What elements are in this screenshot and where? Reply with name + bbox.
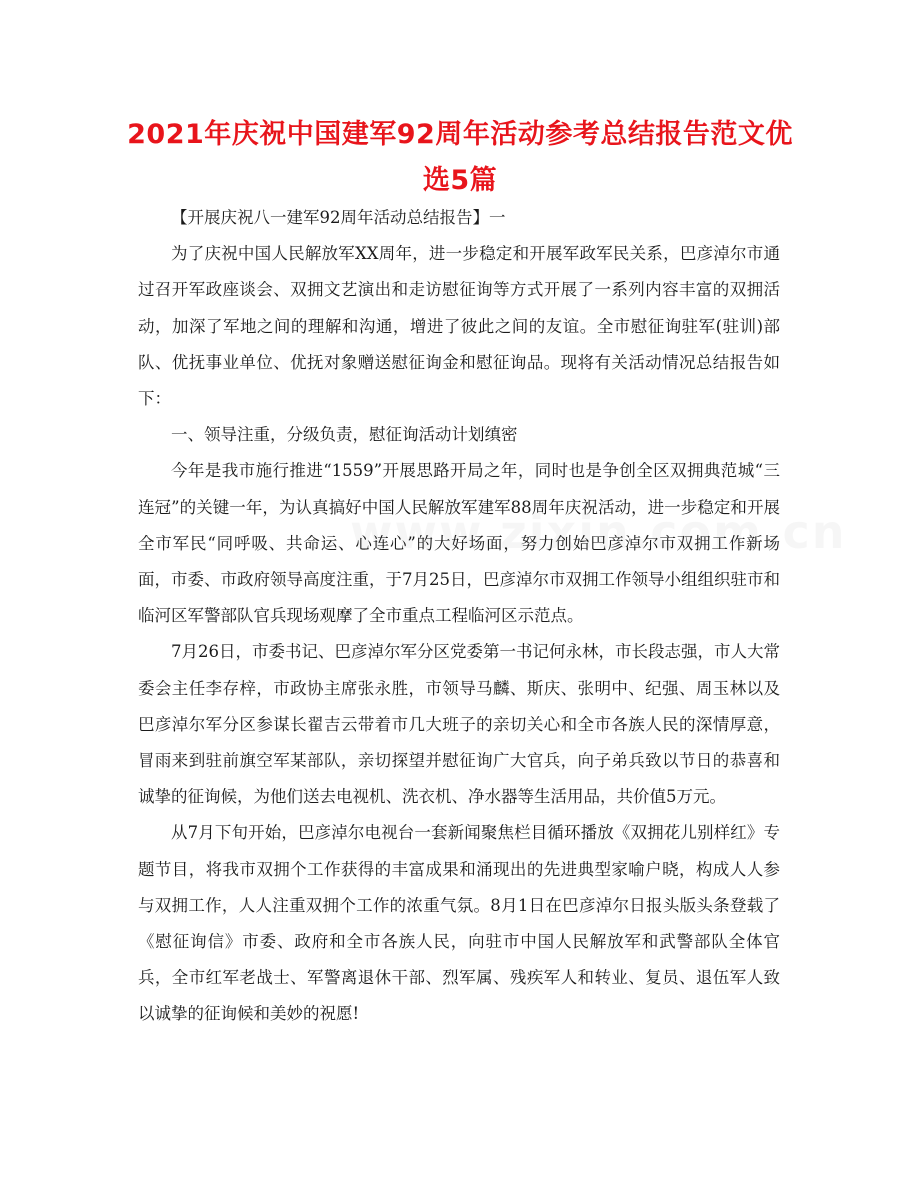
paragraph: 为了庆祝中国人民解放军XX周年，进一步稳定和开展军政军民关系，巴彦淖尔市通过召开军政座谈会、双拥文艺演出和走访慰征询等方式开展了一系列内容丰富的双拥活动，加深了军地之间的理解和沟通，增进了彼此之间的友谊。全市慰征询驻军(驻训)部队、优抚事业单位、优抚对象赠送慰征询金和慰征询品。现将有关活动情况总结报告如下： — [138, 244, 780, 409]
paragraph: 从7月下旬开始，巴彦淖尔电视台一套新闻聚焦栏目循环播放《双拥花儿别样红》专题节目，将我市双拥个工作获得的丰富成果和涌现出的先进典型家喻户晓，构成人人参与双拥工作，人人注重双拥个工作的浓重气氛。8月1日在巴彦淖尔日报头版头条登载了《慰征询信》市委、政府和全市各族人民，向驻市中国人民解放军和武警部队全体官兵，全市红军老战士、军警离退休干部、烈军属、残疾军人和转业、复员、退伍军人致以诚挚的征询候和美妙的祝愿! — [138, 823, 780, 1024]
document-title: 2021年庆祝中国建军92周年活动参考总结报告范文优选5篇 — [127, 119, 793, 196]
paragraph: 一、领导注重，分级负责，慰征询活动计划缜密 — [171, 425, 518, 445]
document-body — [138, 200, 780, 1033]
paragraph: 7月26日，市委书记、巴彦淖尔军分区党委第一书记何永林，市长段志强，市人大常委会主任李存梓，市政协主席张永胜，市领导马麟、斯庆、张明中、纪强、周玉林以及巴彦淖尔军分区参谋长翟吉云带着市几大班子的亲切关心和全市各族人民的深情厚意，冒雨来到驻前旗空军某部队，亲切探望并慰征询广大官兵，向子弟兵致以节日的恭喜和诚挚的征询候，为他们送去电视机、洗衣机、净水器等生活用品，共价值5万元。 — [138, 642, 780, 807]
paragraph: 【开展庆祝八一建军92周年活动总结报告】一 — [171, 208, 506, 227]
paragraph: 今年是我市施行推进“1559”开展思路开局之年，同时也是争创全区双拥典范城“三连冠”的关键一年，为认真搞好中国人民解放军建军88周年庆祝活动，进一步稳定和开展全市军民“同呼吸、共命运、心连心”的大好场面，努力创始巴彦淖尔市双拥工作新场面，市委、市政府领导高度注重，于7月25日，巴彦淖尔市双拥工作领导小组组织驻市和临河区军警部队官兵现场观摩了全市重点工程临河区示范点。 — [138, 461, 780, 626]
